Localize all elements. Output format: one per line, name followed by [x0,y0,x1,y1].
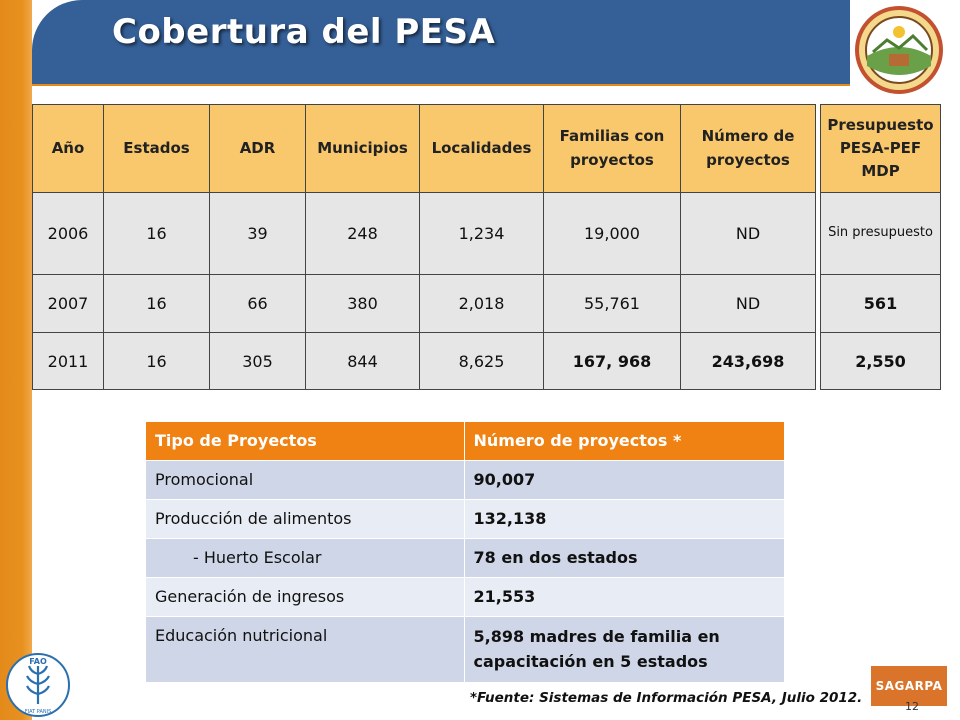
page-number: 12 [905,700,919,713]
left-accent-bar [0,0,32,720]
slide-title: Cobertura del PESA [112,12,496,52]
cell-states: 16 [104,275,210,333]
cell-year: 2007 [33,275,104,333]
cell-municipalities: 248 [306,193,420,275]
cell-projects: ND [681,275,816,333]
cell-year: 2011 [33,333,104,390]
cell-localities: 8,625 [420,333,544,390]
cell-budget: Sin presupuesto [821,193,941,275]
cell-project-count: 132,138 [464,499,784,538]
col-year-header: Año [33,105,104,193]
cell-projects: 243,698 [681,333,816,390]
fao-logo [5,652,71,718]
cell-year: 2006 [33,193,104,275]
cell-municipalities: 380 [306,275,420,333]
cell-states: 16 [104,333,210,390]
coverage-header-row [33,105,941,193]
table-row [146,499,784,538]
cell-project-type: Promocional [146,460,464,499]
table-row [33,333,941,390]
cell-municipalities: 844 [306,333,420,390]
cell-adr: 305 [210,333,306,390]
col-localities-header: Localidades [420,105,544,193]
pesa-seal-icon [853,4,945,96]
cell-project-type: Generación de ingresos [146,577,464,616]
cell-families: 167, 968 [544,333,681,390]
cell-adr: 39 [210,193,306,275]
col-project-count-header: Número de proyectos * [464,422,784,460]
cell-families: 55,761 [544,275,681,333]
cell-project-count: 21,553 [464,577,784,616]
table-row [146,538,784,577]
col-projects-header: Número de proyectos [681,105,816,193]
cell-adr: 66 [210,275,306,333]
sagarpa-logo: SAGARPA [871,666,947,706]
cell-projects: ND [681,193,816,275]
cell-localities: 2,018 [420,275,544,333]
cell-project-count: 5,898 madres de familia en capacitación en 5 estados [464,616,784,682]
col-families-header: Familias con proyectos [544,105,681,193]
table-row [146,616,784,682]
cell-states: 16 [104,193,210,275]
cell-localities: 1,234 [420,193,544,275]
coverage-table [32,104,941,390]
table-row [33,193,941,275]
col-budget-header: Presupuesto PESA-PEF MDP [821,105,941,193]
cell-project-count: 90,007 [464,460,784,499]
col-states-header: Estados [104,105,210,193]
table-row [146,460,784,499]
col-project-type-header: Tipo de Proyectos [146,422,464,460]
col-adr-header: ADR [210,105,306,193]
col-municipalities-header: Municipios [306,105,420,193]
table-row [146,577,784,616]
cell-budget: 2,550 [821,333,941,390]
cell-project-type: Educación nutricional [146,616,464,682]
cell-budget: 561 [821,275,941,333]
fao-motto-text: FIAT PANIS [24,709,52,715]
source-footnote: *Fuente: Sistemas de Información PESA, Julio 2012. [470,690,863,706]
projects-table [146,422,785,682]
cell-project-type: - Huerto Escolar [146,538,464,577]
table-row [33,275,941,333]
cell-families: 19,000 [544,193,681,275]
cell-project-type: Producción de alimentos [146,499,464,538]
fao-logo-text: FAO [29,657,47,666]
cell-project-count: 78 en dos estados [464,538,784,577]
projects-header-row [146,422,784,460]
